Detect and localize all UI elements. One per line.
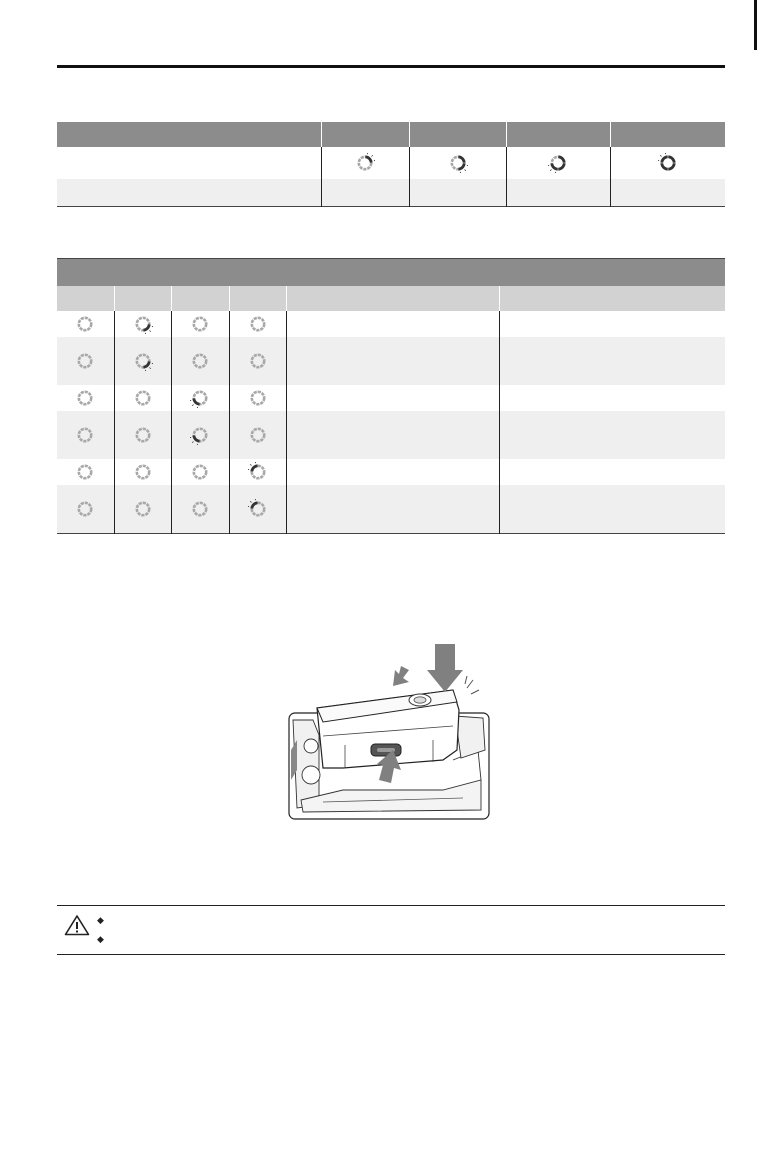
led-blinking-icon bbox=[133, 315, 153, 332]
led-off-icon bbox=[248, 389, 268, 406]
table-row bbox=[57, 179, 725, 207]
led-off-icon bbox=[75, 352, 95, 369]
led-off-icon bbox=[133, 500, 153, 517]
table-title-row bbox=[57, 259, 725, 287]
led-blinking-icon bbox=[248, 500, 268, 517]
status-note bbox=[499, 311, 725, 337]
status-description bbox=[286, 411, 499, 459]
charging-status-table bbox=[57, 258, 725, 534]
table-header-row bbox=[57, 286, 725, 311]
battery-level-table bbox=[57, 122, 725, 207]
table-title bbox=[57, 259, 725, 287]
table-row bbox=[57, 411, 725, 459]
column-header bbox=[499, 286, 725, 311]
column-header bbox=[171, 286, 229, 311]
led-off-icon bbox=[248, 315, 268, 332]
table-row bbox=[57, 385, 725, 411]
table-cell bbox=[409, 179, 506, 207]
header-rule bbox=[57, 65, 725, 68]
led-blinking-icon bbox=[190, 426, 210, 443]
led-off-icon bbox=[248, 426, 268, 443]
status-note bbox=[499, 459, 725, 485]
led-off-icon bbox=[75, 500, 95, 517]
table-header-row bbox=[57, 122, 725, 147]
table-cell bbox=[610, 179, 725, 207]
led-off-icon bbox=[75, 315, 95, 332]
led-blinking-icon bbox=[190, 389, 210, 406]
led-100-icon bbox=[658, 154, 678, 171]
led-off-icon bbox=[190, 352, 210, 369]
column-header bbox=[114, 286, 171, 311]
table-row bbox=[57, 147, 725, 179]
warning-note bbox=[57, 905, 725, 955]
table-row bbox=[57, 337, 725, 385]
led-blinking-icon bbox=[248, 463, 268, 480]
led-off-icon bbox=[133, 426, 153, 443]
status-note bbox=[499, 385, 725, 411]
led-75-icon bbox=[548, 154, 568, 171]
led-off-icon bbox=[75, 389, 95, 406]
table-cell bbox=[321, 179, 409, 207]
status-description bbox=[286, 311, 499, 337]
table-row bbox=[57, 459, 725, 485]
warning-icon bbox=[64, 914, 90, 936]
led-off-icon bbox=[133, 389, 153, 406]
led-off-icon bbox=[75, 463, 95, 480]
table-row bbox=[57, 485, 725, 534]
column-header bbox=[610, 122, 725, 147]
column-header bbox=[321, 122, 409, 147]
page-edge-marker bbox=[754, 0, 757, 50]
bullet-icon: ◆ bbox=[97, 934, 104, 944]
battery-insertion-illustration bbox=[283, 640, 495, 822]
status-description bbox=[286, 385, 499, 411]
led-25-icon bbox=[355, 154, 375, 171]
status-description bbox=[286, 485, 499, 534]
status-description bbox=[286, 337, 499, 385]
status-description bbox=[286, 459, 499, 485]
led-50-icon bbox=[448, 154, 468, 171]
led-blinking-icon bbox=[133, 352, 153, 369]
column-header bbox=[57, 286, 114, 311]
led-off-icon bbox=[133, 463, 153, 480]
status-note bbox=[499, 337, 725, 385]
row-label bbox=[57, 147, 321, 179]
table-cell bbox=[506, 179, 610, 207]
column-header bbox=[409, 122, 506, 147]
led-off-icon bbox=[248, 352, 268, 369]
column-header bbox=[506, 122, 610, 147]
table-cell bbox=[57, 179, 321, 207]
bullet-icon: ◆ bbox=[97, 915, 104, 925]
led-off-icon bbox=[190, 315, 210, 332]
column-header bbox=[57, 122, 321, 147]
status-note bbox=[499, 411, 725, 459]
led-off-icon bbox=[190, 463, 210, 480]
led-off-icon bbox=[75, 426, 95, 443]
led-off-icon bbox=[190, 500, 210, 517]
column-header bbox=[229, 286, 286, 311]
table-row bbox=[57, 311, 725, 337]
column-header bbox=[286, 286, 499, 311]
status-note bbox=[499, 485, 725, 534]
